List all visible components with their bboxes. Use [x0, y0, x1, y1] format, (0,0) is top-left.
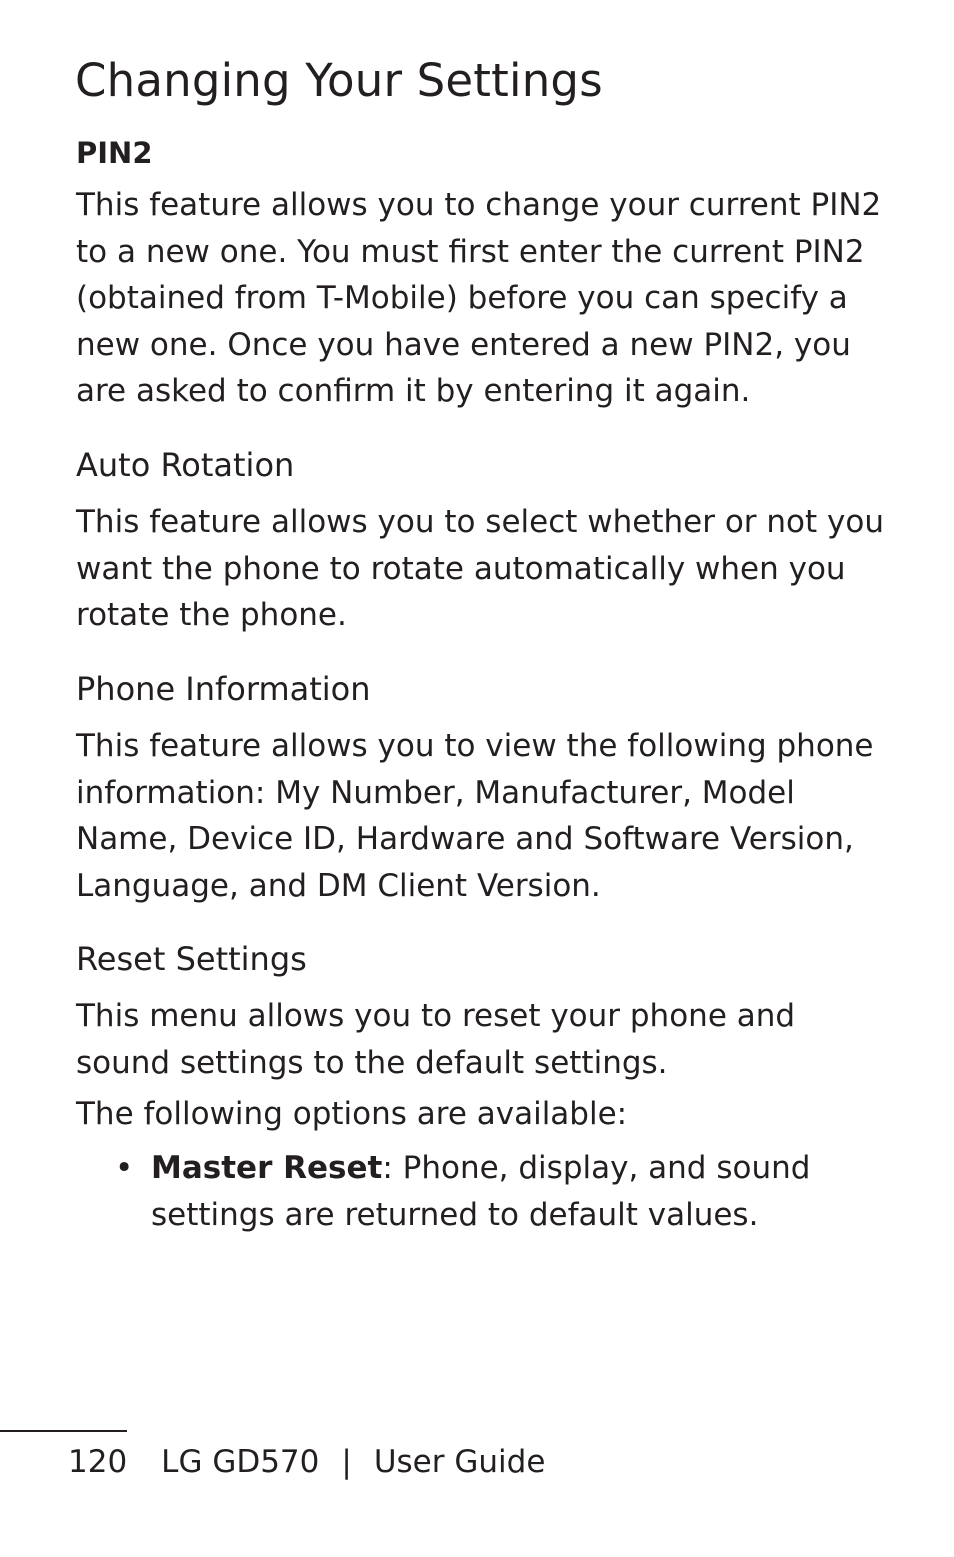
text-line: This menu allows you to reset your phone and [76, 998, 796, 1034]
product-name: LG GD570 [161, 1444, 320, 1480]
footer-rule [0, 1430, 127, 1432]
text-line: sound settings to the default settings. [76, 1044, 668, 1081]
pin2-description [76, 182, 882, 415]
guide-label: User Guide [373, 1444, 546, 1480]
text-line: This feature allows you to select whether or not you [76, 504, 884, 540]
text-line: new one. Once you have entered a new PIN2, you [76, 326, 851, 363]
footer-separator: | [341, 1444, 352, 1480]
bullet-term: Master Reset [151, 1150, 383, 1186]
options-intro [76, 1091, 876, 1138]
text-line: Name, Device ID, Hardware and Software Version, [76, 821, 854, 857]
text-line: Language, and DM Client Version. [76, 867, 601, 904]
bullet-text [151, 1145, 871, 1238]
text-line: to a new one. You must first enter the current PIN2 [76, 233, 865, 270]
text-line: are asked to confirm it by entering it again. [76, 373, 751, 409]
page-footer [68, 1444, 545, 1480]
text-line: This feature allows you to change your current PIN2 [76, 187, 882, 223]
text-line: This feature allows you to view the following phone [76, 728, 874, 764]
text-line: rotate the phone. [76, 597, 347, 633]
auto-rotation-description [76, 499, 884, 639]
bullet-description: : Phone, display, and sound [382, 1150, 811, 1186]
pin2-heading: PIN2 [76, 136, 153, 170]
text-line [151, 1145, 871, 1192]
text-line: want the phone to rotate automatically when you [76, 550, 846, 587]
page-number: 120 [68, 1444, 128, 1480]
reset-settings-description [76, 993, 876, 1086]
text-line: information: My Number, Manufacturer, Model [76, 774, 795, 811]
text-line: The following options are available: [76, 1096, 628, 1132]
reset-settings-heading: Reset Settings [76, 940, 307, 978]
phone-information-description [76, 723, 876, 909]
text-line: (obtained from T-Mobile) before you can specify a [76, 280, 848, 316]
page-title: Changing Your Settings [75, 54, 603, 107]
auto-rotation-heading: Auto Rotation [76, 446, 295, 484]
bullet-icon: • [115, 1150, 134, 1186]
phone-information-heading: Phone Information [76, 670, 371, 708]
text-line: settings are returned to default values. [151, 1196, 759, 1233]
